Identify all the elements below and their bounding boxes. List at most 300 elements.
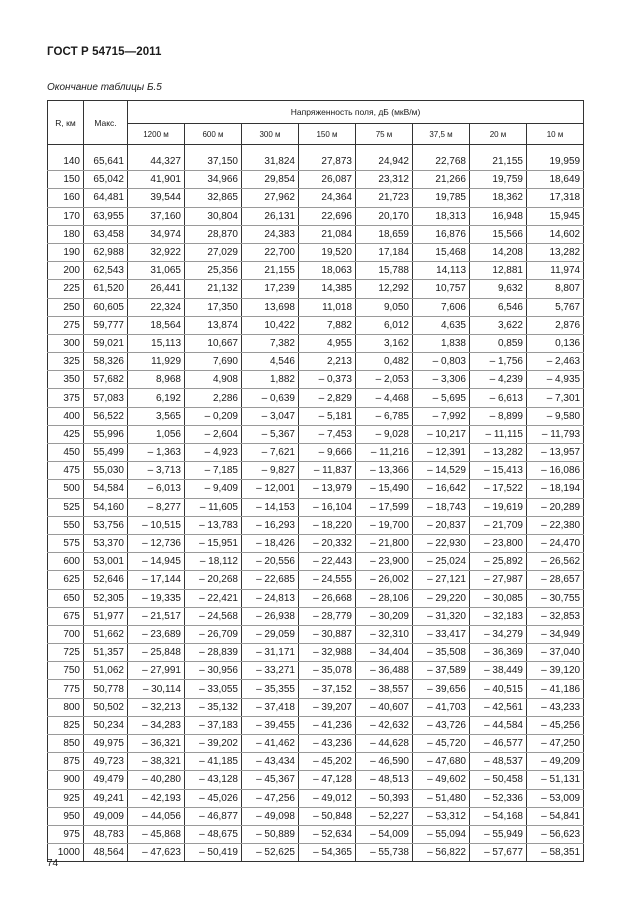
cell-max: 49,975 xyxy=(84,735,128,753)
cell-value: 18,362 xyxy=(470,189,527,207)
cell-value: – 39,202 xyxy=(185,735,242,753)
cell-value: – 2,829 xyxy=(299,389,356,407)
cell-value: – 37,152 xyxy=(299,680,356,698)
cell-max: 50,502 xyxy=(84,698,128,716)
cell-value: 29,854 xyxy=(242,171,299,189)
cell-distance: 575 xyxy=(48,534,84,552)
cell-value: – 34,404 xyxy=(356,644,413,662)
cell-max: 62,543 xyxy=(84,262,128,280)
cell-value: – 2,463 xyxy=(527,353,584,371)
cell-distance: 250 xyxy=(48,298,84,316)
cell-value: – 11,793 xyxy=(527,425,584,443)
table-row xyxy=(48,662,584,680)
cell-value: – 29,220 xyxy=(413,589,470,607)
cell-value: – 35,355 xyxy=(242,680,299,698)
cell-value: – 7,992 xyxy=(413,407,470,425)
cell-value: 18,659 xyxy=(356,225,413,243)
cell-value: – 6,013 xyxy=(128,480,185,498)
cell-value: 31,824 xyxy=(242,153,299,171)
cell-value: 31,065 xyxy=(128,262,185,280)
cell-distance: 525 xyxy=(48,498,84,516)
cell-value: – 0,373 xyxy=(299,371,356,389)
cell-value: – 19,619 xyxy=(470,498,527,516)
cell-value: – 15,490 xyxy=(356,480,413,498)
cell-value: – 45,256 xyxy=(527,716,584,734)
cell-value: 0,859 xyxy=(470,334,527,352)
table-row xyxy=(48,262,584,280)
table-body xyxy=(48,145,584,862)
cell-value: – 21,517 xyxy=(128,607,185,625)
cell-value: 18,564 xyxy=(128,316,185,334)
cell-max: 61,520 xyxy=(84,280,128,298)
cell-value: 24,383 xyxy=(242,225,299,243)
table-row xyxy=(48,189,584,207)
cell-value: – 23,689 xyxy=(128,625,185,643)
cell-value: – 20,556 xyxy=(242,553,299,571)
cell-value: – 37,183 xyxy=(185,716,242,734)
cell-value: 18,063 xyxy=(299,262,356,280)
cell-value: – 40,515 xyxy=(470,680,527,698)
cell-max: 53,370 xyxy=(84,534,128,552)
cell-value: – 54,168 xyxy=(470,807,527,825)
cell-value: – 58,351 xyxy=(527,844,584,862)
cell-value: – 52,227 xyxy=(356,807,413,825)
cell-value: – 36,321 xyxy=(128,735,185,753)
cell-value: 21,266 xyxy=(413,171,470,189)
cell-distance: 650 xyxy=(48,589,84,607)
cell-value: – 9,028 xyxy=(356,425,413,443)
cell-value: 26,131 xyxy=(242,207,299,225)
cell-max: 62,988 xyxy=(84,243,128,261)
cell-value: – 32,310 xyxy=(356,625,413,643)
cell-value: – 39,455 xyxy=(242,716,299,734)
cell-value: 15,945 xyxy=(527,207,584,225)
cell-value: 13,282 xyxy=(527,243,584,261)
cell-value: 6,012 xyxy=(356,316,413,334)
cell-value: – 21,800 xyxy=(356,534,413,552)
cell-max: 64,481 xyxy=(84,189,128,207)
table-row xyxy=(48,680,584,698)
cell-value: – 22,421 xyxy=(185,589,242,607)
cell-distance: 750 xyxy=(48,662,84,680)
cell-value: – 7,621 xyxy=(242,444,299,462)
cell-value: 10,667 xyxy=(185,334,242,352)
cell-value: – 53,312 xyxy=(413,807,470,825)
cell-distance: 725 xyxy=(48,644,84,662)
cell-value: 21,155 xyxy=(242,262,299,280)
cell-value: – 50,848 xyxy=(299,807,356,825)
cell-value: 27,873 xyxy=(299,153,356,171)
table-row xyxy=(48,480,584,498)
cell-value: – 43,236 xyxy=(299,735,356,753)
cell-value: – 22,685 xyxy=(242,571,299,589)
cell-value: – 49,209 xyxy=(527,753,584,771)
header-height: 150 м xyxy=(299,124,356,145)
cell-value: – 30,085 xyxy=(470,589,527,607)
cell-value: 34,966 xyxy=(185,171,242,189)
cell-value: – 16,086 xyxy=(527,462,584,480)
cell-value: – 5,695 xyxy=(413,389,470,407)
cell-value: – 17,144 xyxy=(128,571,185,589)
cell-value: – 49,098 xyxy=(242,807,299,825)
cell-value: – 32,183 xyxy=(470,607,527,625)
cell-value: 0,136 xyxy=(527,334,584,352)
cell-value: – 13,783 xyxy=(185,516,242,534)
cell-value: 3,162 xyxy=(356,334,413,352)
cell-value: – 42,193 xyxy=(128,789,185,807)
cell-distance: 900 xyxy=(48,771,84,789)
table-row xyxy=(48,698,584,716)
table-row xyxy=(48,534,584,552)
cell-value: – 55,949 xyxy=(470,825,527,843)
header-height: 1200 м xyxy=(128,124,185,145)
cell-value: – 39,207 xyxy=(299,698,356,716)
cell-value: – 11,115 xyxy=(470,425,527,443)
cell-value: – 30,956 xyxy=(185,662,242,680)
cell-distance: 140 xyxy=(48,153,84,171)
cell-max: 59,777 xyxy=(84,316,128,334)
cell-value: 15,468 xyxy=(413,243,470,261)
cell-distance: 850 xyxy=(48,735,84,753)
cell-value: 14,208 xyxy=(470,243,527,261)
table-row xyxy=(48,753,584,771)
cell-value: – 9,827 xyxy=(242,462,299,480)
cell-value: 5,767 xyxy=(527,298,584,316)
table-row xyxy=(48,425,584,443)
cell-distance: 875 xyxy=(48,753,84,771)
cell-value: – 11,605 xyxy=(185,498,242,516)
cell-max: 51,357 xyxy=(84,644,128,662)
cell-value: – 41,186 xyxy=(527,680,584,698)
cell-value: – 11,837 xyxy=(299,462,356,480)
cell-value: – 4,935 xyxy=(527,371,584,389)
cell-value: 44,327 xyxy=(128,153,185,171)
cell-value: – 18,426 xyxy=(242,534,299,552)
cell-value: – 56,822 xyxy=(413,844,470,862)
header-height: 75 м xyxy=(356,124,413,145)
cell-value: 1,882 xyxy=(242,371,299,389)
cell-value: – 13,282 xyxy=(470,444,527,462)
cell-value: – 25,024 xyxy=(413,553,470,571)
cell-max: 50,778 xyxy=(84,680,128,698)
page-number: 74 xyxy=(47,858,59,869)
cell-value: 15,566 xyxy=(470,225,527,243)
cell-value: 34,974 xyxy=(128,225,185,243)
cell-value: – 51,480 xyxy=(413,789,470,807)
cell-distance: 160 xyxy=(48,189,84,207)
cell-value: – 18,194 xyxy=(527,480,584,498)
cell-value: – 8,899 xyxy=(470,407,527,425)
cell-value: – 30,887 xyxy=(299,625,356,643)
cell-value: – 10,217 xyxy=(413,425,470,443)
cell-value: – 27,987 xyxy=(470,571,527,589)
cell-value: 18,649 xyxy=(527,171,584,189)
cell-value: – 14,529 xyxy=(413,462,470,480)
table-caption: Окончание таблицы Б.5 xyxy=(47,82,162,93)
cell-value: – 33,271 xyxy=(242,662,299,680)
cell-distance: 475 xyxy=(48,462,84,480)
cell-value: – 42,561 xyxy=(470,698,527,716)
cell-value: – 30,114 xyxy=(128,680,185,698)
cell-value: 7,382 xyxy=(242,334,299,352)
cell-value: – 35,132 xyxy=(185,698,242,716)
cell-distance: 925 xyxy=(48,789,84,807)
table-row xyxy=(48,789,584,807)
table-row xyxy=(48,589,584,607)
cell-value: – 18,743 xyxy=(413,498,470,516)
cell-value: – 5,367 xyxy=(242,425,299,443)
cell-max: 51,977 xyxy=(84,607,128,625)
cell-value: – 9,580 xyxy=(527,407,584,425)
cell-distance: 180 xyxy=(48,225,84,243)
cell-max: 57,083 xyxy=(84,389,128,407)
cell-value: 27,029 xyxy=(185,243,242,261)
cell-value: – 0,639 xyxy=(242,389,299,407)
cell-value: – 6,785 xyxy=(356,407,413,425)
cell-value: 12,881 xyxy=(470,262,527,280)
table-row xyxy=(48,280,584,298)
cell-value: 21,155 xyxy=(470,153,527,171)
cell-value: – 27,991 xyxy=(128,662,185,680)
cell-max: 51,062 xyxy=(84,662,128,680)
cell-value: – 13,366 xyxy=(356,462,413,480)
cell-max: 63,955 xyxy=(84,207,128,225)
cell-value: – 17,522 xyxy=(470,480,527,498)
table-header xyxy=(48,101,584,145)
cell-distance: 975 xyxy=(48,825,84,843)
cell-value: 4,955 xyxy=(299,334,356,352)
cell-value: – 33,417 xyxy=(413,625,470,643)
cell-value: 19,785 xyxy=(413,189,470,207)
cell-value: – 52,625 xyxy=(242,844,299,862)
cell-value: – 29,059 xyxy=(242,625,299,643)
cell-value: 2,876 xyxy=(527,316,584,334)
cell-distance: 170 xyxy=(48,207,84,225)
cell-value: – 12,736 xyxy=(128,534,185,552)
cell-max: 52,305 xyxy=(84,589,128,607)
cell-value: – 27,121 xyxy=(413,571,470,589)
cell-value: – 8,277 xyxy=(128,498,185,516)
cell-value: 14,385 xyxy=(299,280,356,298)
cell-value: – 1,363 xyxy=(128,444,185,462)
cell-value: – 46,590 xyxy=(356,753,413,771)
cell-value: 17,350 xyxy=(185,298,242,316)
cell-value: – 43,726 xyxy=(413,716,470,734)
cell-value: – 56,623 xyxy=(527,825,584,843)
cell-value: – 10,515 xyxy=(128,516,185,534)
cell-value: – 28,839 xyxy=(185,644,242,662)
cell-max: 60,605 xyxy=(84,298,128,316)
cell-value: – 37,040 xyxy=(527,644,584,662)
cell-max: 55,499 xyxy=(84,444,128,462)
cell-value: – 2,053 xyxy=(356,371,413,389)
cell-value: – 7,185 xyxy=(185,462,242,480)
cell-distance: 600 xyxy=(48,553,84,571)
cell-value: – 38,321 xyxy=(128,753,185,771)
cell-value: – 23,900 xyxy=(356,553,413,571)
table-row xyxy=(48,625,584,643)
cell-value: – 43,434 xyxy=(242,753,299,771)
cell-value: – 23,800 xyxy=(470,534,527,552)
cell-max: 53,001 xyxy=(84,553,128,571)
cell-value: – 20,268 xyxy=(185,571,242,589)
cell-value: – 9,409 xyxy=(185,480,242,498)
cell-value: 21,084 xyxy=(299,225,356,243)
cell-value: – 26,709 xyxy=(185,625,242,643)
cell-max: 55,996 xyxy=(84,425,128,443)
cell-value: 41,901 xyxy=(128,171,185,189)
cell-value: 7,690 xyxy=(185,353,242,371)
cell-value: 25,356 xyxy=(185,262,242,280)
cell-value: – 39,120 xyxy=(527,662,584,680)
cell-value: – 46,577 xyxy=(470,735,527,753)
cell-value: – 16,293 xyxy=(242,516,299,534)
cell-value: – 37,589 xyxy=(413,662,470,680)
cell-value: – 3,047 xyxy=(242,407,299,425)
cell-value: 0,482 xyxy=(356,353,413,371)
cell-value: – 54,841 xyxy=(527,807,584,825)
cell-value: 21,723 xyxy=(356,189,413,207)
cell-value: – 44,056 xyxy=(128,807,185,825)
cell-value: 11,974 xyxy=(527,262,584,280)
header-field-strength: Напряженность поля, дБ (мкВ/м) xyxy=(128,101,584,124)
cell-value: – 30,755 xyxy=(527,589,584,607)
cell-distance: 675 xyxy=(48,607,84,625)
cell-value: – 47,256 xyxy=(242,789,299,807)
cell-value: – 7,301 xyxy=(527,389,584,407)
cell-distance: 275 xyxy=(48,316,84,334)
table-row xyxy=(48,716,584,734)
cell-value: 4,635 xyxy=(413,316,470,334)
cell-value: 27,962 xyxy=(242,189,299,207)
cell-value: 10,422 xyxy=(242,316,299,334)
cell-value: – 28,657 xyxy=(527,571,584,589)
cell-value: – 49,602 xyxy=(413,771,470,789)
cell-value: – 0,803 xyxy=(413,353,470,371)
cell-value: – 30,209 xyxy=(356,607,413,625)
cell-distance: 350 xyxy=(48,371,84,389)
cell-value: – 12,001 xyxy=(242,480,299,498)
cell-value: – 41,462 xyxy=(242,735,299,753)
cell-value: – 36,488 xyxy=(356,662,413,680)
cell-value: – 41,185 xyxy=(185,753,242,771)
cell-value: – 43,233 xyxy=(527,698,584,716)
cell-value: – 25,892 xyxy=(470,553,527,571)
cell-max: 54,160 xyxy=(84,498,128,516)
cell-value: 2,286 xyxy=(185,389,242,407)
cell-value: – 52,634 xyxy=(299,825,356,843)
document-id: ГОСТ Р 54715—2011 xyxy=(47,46,162,58)
cell-distance: 425 xyxy=(48,425,84,443)
header-height: 10 м xyxy=(527,124,584,145)
cell-max: 55,030 xyxy=(84,462,128,480)
cell-distance: 950 xyxy=(48,807,84,825)
cell-max: 51,662 xyxy=(84,625,128,643)
cell-value: 8,807 xyxy=(527,280,584,298)
cell-value: – 20,332 xyxy=(299,534,356,552)
cell-value: – 53,009 xyxy=(527,789,584,807)
cell-value: – 48,675 xyxy=(185,825,242,843)
cell-value: – 51,131 xyxy=(527,771,584,789)
cell-max: 59,021 xyxy=(84,334,128,352)
cell-value: – 1,756 xyxy=(470,353,527,371)
cell-distance: 450 xyxy=(48,444,84,462)
table-row xyxy=(48,316,584,334)
cell-max: 49,479 xyxy=(84,771,128,789)
cell-value: 22,768 xyxy=(413,153,470,171)
cell-distance: 200 xyxy=(48,262,84,280)
cell-value: 10,757 xyxy=(413,280,470,298)
cell-value: – 26,562 xyxy=(527,553,584,571)
cell-value: 26,087 xyxy=(299,171,356,189)
cell-value: – 46,877 xyxy=(185,807,242,825)
cell-value: – 50,889 xyxy=(242,825,299,843)
cell-value: 12,292 xyxy=(356,280,413,298)
cell-max: 49,723 xyxy=(84,753,128,771)
cell-max: 58,326 xyxy=(84,353,128,371)
cell-value: – 32,853 xyxy=(527,607,584,625)
cell-value: 1,056 xyxy=(128,425,185,443)
table-row xyxy=(48,225,584,243)
cell-value: – 24,813 xyxy=(242,589,299,607)
cell-value: – 15,413 xyxy=(470,462,527,480)
cell-value: – 26,668 xyxy=(299,589,356,607)
cell-value: – 13,979 xyxy=(299,480,356,498)
cell-value: 37,160 xyxy=(128,207,185,225)
table-row xyxy=(48,207,584,225)
cell-value: 19,759 xyxy=(470,171,527,189)
cell-value: – 12,391 xyxy=(413,444,470,462)
cell-value: – 19,335 xyxy=(128,589,185,607)
cell-value: – 47,680 xyxy=(413,753,470,771)
cell-distance: 325 xyxy=(48,353,84,371)
table-row xyxy=(48,771,584,789)
cell-value: – 4,923 xyxy=(185,444,242,462)
cell-value: – 40,280 xyxy=(128,771,185,789)
cell-value: 15,788 xyxy=(356,262,413,280)
cell-value: – 28,779 xyxy=(299,607,356,625)
cell-value: – 54,365 xyxy=(299,844,356,862)
cell-value: 18,313 xyxy=(413,207,470,225)
cell-value: 7,606 xyxy=(413,298,470,316)
cell-value: 17,184 xyxy=(356,243,413,261)
cell-value: 3,622 xyxy=(470,316,527,334)
cell-value: 17,239 xyxy=(242,280,299,298)
header-max: Макс. xyxy=(84,101,128,145)
cell-value: – 24,568 xyxy=(185,607,242,625)
cell-value: 21,132 xyxy=(185,280,242,298)
table-row xyxy=(48,243,584,261)
cell-value: – 9,666 xyxy=(299,444,356,462)
cell-value: – 0,209 xyxy=(185,407,242,425)
cell-value: – 17,599 xyxy=(356,498,413,516)
table-row xyxy=(48,516,584,534)
cell-value: 16,948 xyxy=(470,207,527,225)
cell-value: – 48,537 xyxy=(470,753,527,771)
cell-value: 19,959 xyxy=(527,153,584,171)
cell-value: – 55,738 xyxy=(356,844,413,862)
table-row xyxy=(48,571,584,589)
cell-distance: 500 xyxy=(48,480,84,498)
cell-distance: 775 xyxy=(48,680,84,698)
cell-value: – 38,557 xyxy=(356,680,413,698)
cell-value: – 45,868 xyxy=(128,825,185,843)
cell-value: 1,838 xyxy=(413,334,470,352)
cell-value: – 47,250 xyxy=(527,735,584,753)
cell-value: – 54,009 xyxy=(356,825,413,843)
cell-value: – 35,078 xyxy=(299,662,356,680)
cell-value: – 37,418 xyxy=(242,698,299,716)
